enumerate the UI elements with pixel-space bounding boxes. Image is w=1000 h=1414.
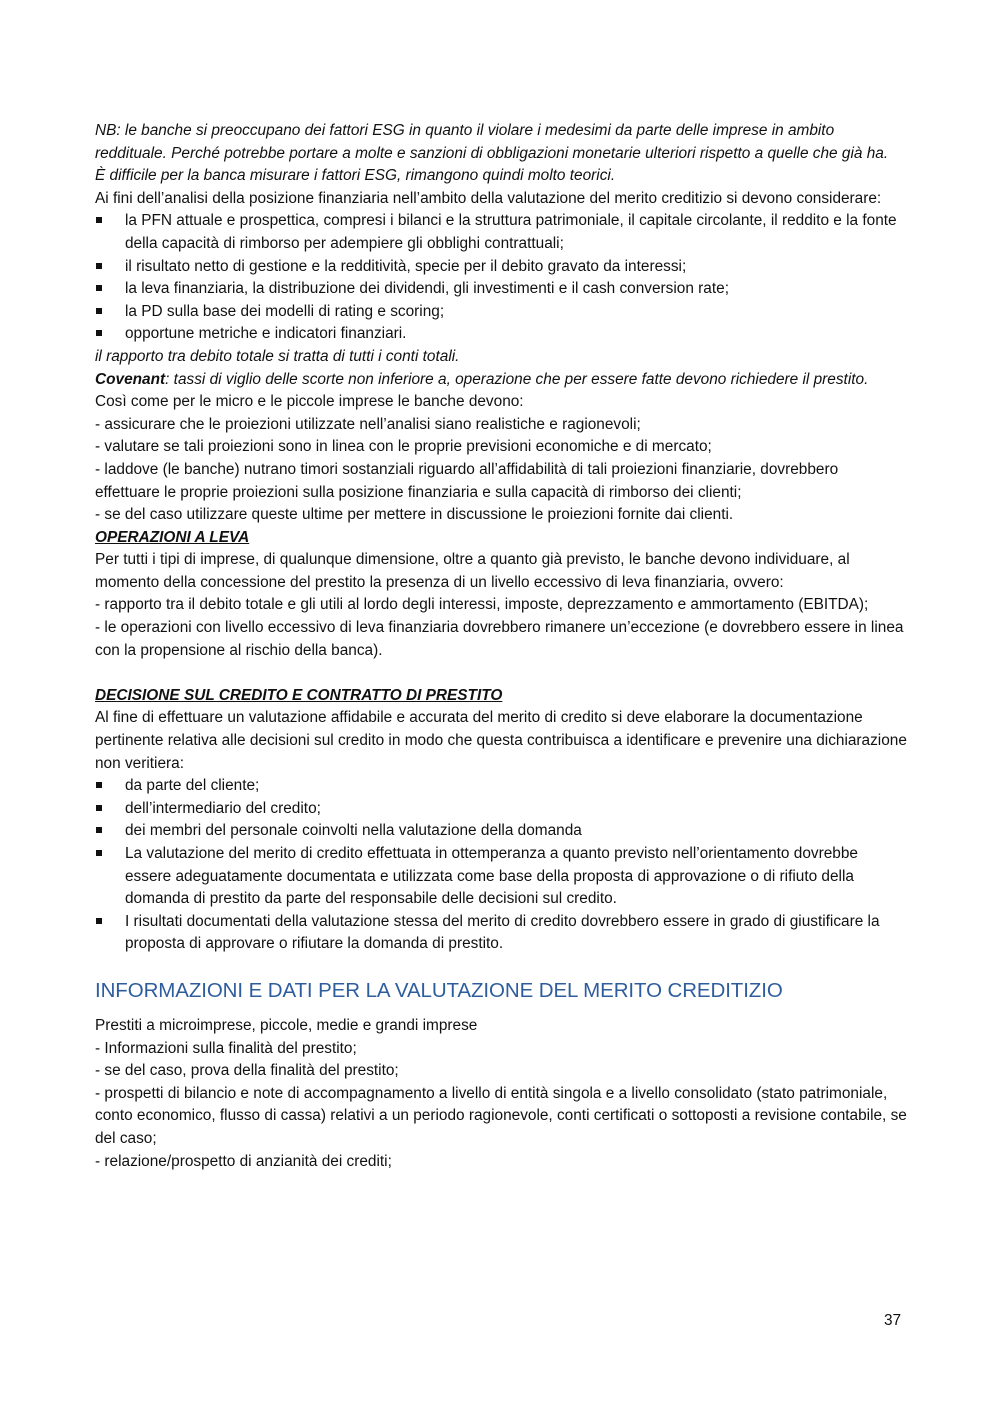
list-item: la leva finanziaria, la distribuzione dei dividendi, gli investimenti e il cash conversion rate; <box>95 278 907 301</box>
analysis-intro: Ai fini dell’analisi della posizione finanziaria nell’ambito della valutazione del merito creditizio si devono considerare: <box>95 189 882 207</box>
micro-line: - valutare se tali proiezioni sono in linea con le proprie previsioni economiche e di mercato; <box>95 438 712 456</box>
leva-line: - rapporto tra il debito totale e gli utili al lordo degli interessi, imposte, deprezzamento e ammortamento (EBITDA); <box>95 596 869 614</box>
leva-line: - le operazioni con livello eccessivo di leva finanziaria dovrebbero rimanere un’eccezione (e dovrebbero essere in linea con la propensione al rischio della banca). <box>95 619 904 659</box>
section-heading-informazioni: INFORMAZIONI E DATI PER LA VALUTAZIONE DEL MERITO CREDITIZIO <box>95 978 783 1002</box>
info-line: - prospetti di bilancio e note di accompagnamento a livello di entità singola e a livello consolidato (stato patrimoniale, conto economico, flusso di cassa) relativi a un periodo ragionevole, conti certificati o sottoposti a revisione contabile, se del caso; <box>95 1084 907 1147</box>
section-title-decisione: DECISIONE SUL CREDITO E CONTRATTO DI PRESTITO <box>95 686 503 704</box>
list-item: la PD sulla base dei modelli di rating e scoring; <box>95 301 907 324</box>
document-page <box>95 120 907 1173</box>
list-item: I risultati documentati della valutazione stessa del merito di credito dovrebbero essere in grado di giustificare la proposta di approvare o rifiutare la domanda di prestito. <box>95 911 907 956</box>
section-title-leva: OPERAZIONI A LEVA <box>95 528 250 546</box>
covenant-text: : tassi di viglio delle scorte non inferiore a, operazione che per essere fatte devono richiedere il prestito. <box>165 370 869 388</box>
page-number: 37 <box>884 1312 902 1329</box>
list-item: opportune metriche e indicatori finanziari. <box>95 323 907 346</box>
info-line: - Informazioni sulla finalità del prestito; <box>95 1039 357 1057</box>
decisione-intro: Al fine di effettuare un valutazione affidabile e accurata del merito di credito si deve elaborare la documentazione pertinente relativa alle decisioni sul credito in modo che questa contribuisca a identificare e prevenire una dichiarazione non veritiera: <box>95 709 907 772</box>
leva-intro: Per tutti i tipi di imprese, di qualunque dimensione, oltre a quanto già previsto, le banche devono individuare, al momento della concessione del prestito la presenza di un livello eccessivo di leva finanziaria, ovvero: <box>95 551 850 591</box>
list-item: la PFN attuale e prospettica, compresi i bilanci e la struttura patrimoniale, il capitale circolante, il reddito e la fonte della capacità di rimborso per adempiere gli obblighi contrattuali; <box>95 210 907 255</box>
micro-line: - assicurare che le proiezioni utilizzate nell’analisi siano realistiche e ragionevoli; <box>95 415 641 433</box>
ratio-note: il rapporto tra debito totale si tratta di tutti i conti totali. <box>95 347 460 365</box>
micro-intro: Così come per le micro e le piccole imprese le banche devono: <box>95 393 524 411</box>
list-item: il risultato netto di gestione e la redditività, specie per il debito gravato da interessi; <box>95 256 907 279</box>
info-line: Prestiti a microimprese, piccole, medie e grandi imprese <box>95 1016 478 1034</box>
list-item: dell’intermediario del credito; <box>95 798 907 821</box>
spacer <box>95 662 907 685</box>
covenant-note <box>95 369 907 392</box>
covenant-term: Covenant <box>95 370 166 388</box>
decisione-list <box>95 775 907 956</box>
analysis-list <box>95 210 907 346</box>
nb-note: NB: le banche si preoccupano dei fattori ESG in quanto il violare i medesimi da parte delle imprese in ambito reddituale. Perché potrebbe portare a molte e sanzioni di obbligazioni monetarie ulteriori rispetto a quelle che già ha. <box>95 122 889 162</box>
micro-line: - se del caso utilizzare queste ultime per mettere in discussione le proiezioni fornite dai clienti. <box>95 506 734 524</box>
list-item: La valutazione del merito di credito effettuata in ottemperanza a quanto previsto nell’orientamento dovrebbe essere adeguatamente documentata e utilizzata come base della proposta di approvazione o di rifiuto della domanda di prestito da parte del responsabile delle decisioni sul credito. <box>95 843 907 911</box>
list-item: dei membri del personale coinvolti nella valutazione della domanda <box>95 820 907 843</box>
info-line: - se del caso, prova della finalità del prestito; <box>95 1062 399 1080</box>
list-item: da parte del cliente; <box>95 775 907 798</box>
micro-line: - laddove (le banche) nutrano timori sostanziali riguardo all’affidabilità di tali proiezioni finanziarie, dovrebbero effettuare le proprie proiezioni sulla posizione finanziaria e sulla capacità di rimborso dei clienti; <box>95 460 839 501</box>
esg-note: È difficile per la banca misurare i fattori ESG, rimangono quindi molto teorici. <box>95 167 616 185</box>
info-line: - relazione/prospetto di anzianità dei crediti; <box>95 1152 392 1170</box>
